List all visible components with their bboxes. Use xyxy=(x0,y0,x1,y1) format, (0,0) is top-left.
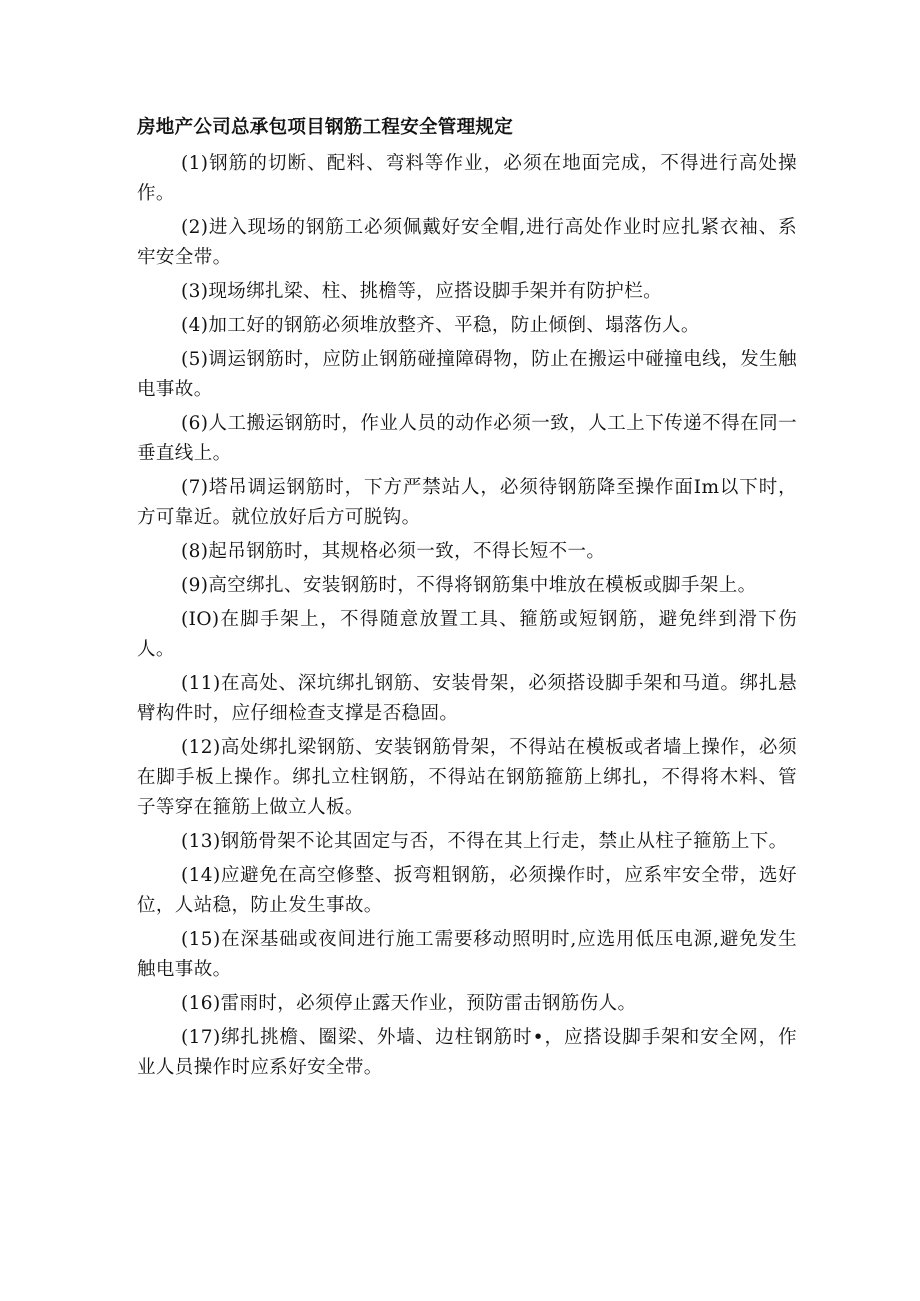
clause-13: (13)钢筋骨架不论其固定与否，不得在其上行走，禁止从柱子箍筋上下。 xyxy=(181,831,788,852)
document-title: 房地产公司总承包项目钢筋工程安全管理规定 xyxy=(137,117,514,138)
clause-17: (17)绑扎挑檐、圈梁、外墙、边柱钢筋时•，应搭设脚手架和安全网，作业人员操作时应系好安全带。 xyxy=(137,1027,797,1078)
clause-4: (4)加工好的钢筋必须堆放整齐、平稳，防止倾倒、塌落伤人。 xyxy=(181,315,700,336)
clause-8: (8)起吊钢筋时，其规格必须一致，不得长短不一。 xyxy=(181,541,606,562)
clause-7: (7)塔吊调运钢筋时，下方严禁站人，必须待钢筋降至操作面Im以下时，方可靠近。就位放好后方可脱钩。 xyxy=(137,477,797,528)
clause-1: (1)钢筋的切断、配料、弯料等作业，必须在地面完成，不得进行高处操作。 xyxy=(137,153,797,204)
clause-12: (12)高处绑扎梁钢筋、安装钢筋骨架，不得站在模板或者墙上操作，必须在脚手板上操作。绑扎立柱钢筋，不得站在钢筋箍筋上绑扎，不得将木料、管子等穿在箍筋上做立人板。 xyxy=(137,737,797,818)
clause-9: (9)高空绑扎、安装钢筋时，不得将钢筋集中堆放在模板或脚手架上。 xyxy=(181,575,757,596)
clause-3: (3)现场绑扎梁、柱、挑檐等，应搭设脚手架并有防护栏。 xyxy=(181,281,663,302)
clause-2: (2)进入现场的钢筋工必须佩戴好安全帽,进行高处作业时应扎紧衣袖、系牢安全带。 xyxy=(137,217,797,268)
clause-list xyxy=(137,149,797,1083)
clause-5: (5)调运钢筋时，应防止钢筋碰撞障碍物，防止在搬运中碰撞电线，发生触电事故。 xyxy=(137,349,797,400)
clause-14: (14)应避免在高空修整、扳弯粗钢筋，必须操作时，应系牢安全带，选好位，人站稳，防止发生事故。 xyxy=(137,865,797,916)
clause-6: (6)人工搬运钢筋时，作业人员的动作必须一致，人工上下传递不得在同一垂直线上。 xyxy=(137,413,797,464)
clause-15: (15)在深基础或夜间进行施工需要移动照明时,应选用低压电源,避免发生触电事故。 xyxy=(137,929,797,980)
document-page xyxy=(137,113,797,1087)
clause-11: (11)在高处、深坑绑扎钢筋、安装骨架，必须搭设脚手架和马道。绑扎悬臂构件时，应仔细检查支撑是否稳固。 xyxy=(137,673,797,724)
clause-10: (IO)在脚手架上，不得随意放置工具、箍筋或短钢筋，避免绊到滑下伤人。 xyxy=(137,609,797,660)
clause-16: (16)雷雨时，必须停止露天作业，预防雷击钢筋伤人。 xyxy=(181,993,637,1014)
